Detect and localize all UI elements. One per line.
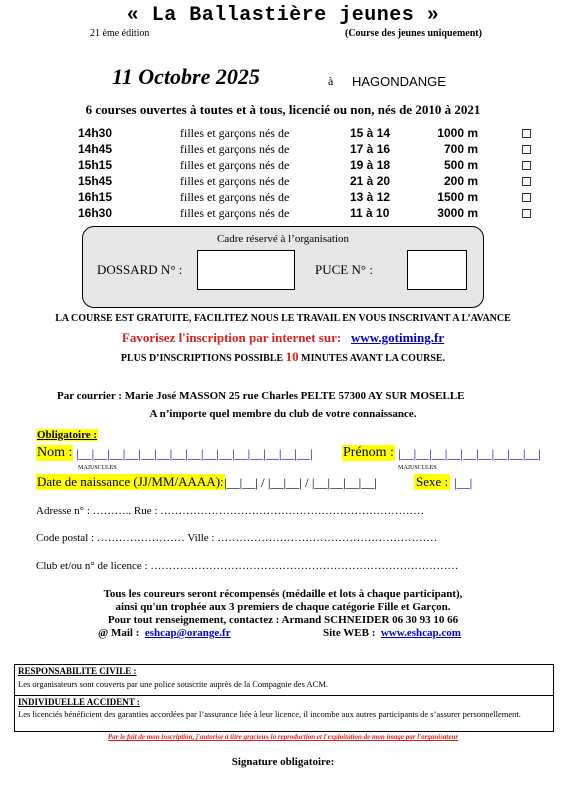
accident-text: Les licenciés bénéficient des garanties accordées par l’assurance liée à leur licence, il incombe aux autres participants de s’assurer personnellement. — [18, 709, 521, 719]
race-distance: 200 m — [443, 174, 478, 188]
image-rights-notice: Par le fait de mon inscription, j'autorise à titre gracieux la reproduction et l'exploitation de mon image par l'organisateur — [107, 733, 459, 741]
race-ages: 11 à 10 — [350, 206, 390, 220]
online-registration-text: Favorisez l'inscription par internet sur: — [121, 330, 342, 345]
insurance-box — [14, 664, 554, 732]
civil-liability-title: RESPONSABILITE CIVILE : — [18, 666, 137, 676]
race-time: 16h30 — [78, 206, 113, 220]
dossard-label: DOSSARD N° : — [97, 262, 183, 277]
signature-label: Signature obligatoire: — [231, 756, 335, 768]
races-subtitle: 6 courses ouvertes à toutes et à tous, licencié ou non, nés de 2010 à 2021 — [85, 102, 481, 117]
birthdate-input[interactable]: |__|__| / |__|__| / |__|__|__|__| — [224, 475, 377, 490]
event-place: HAGONDANGE — [352, 74, 446, 89]
club-member-notice: A n’importe quel membre du club de votre connaissance. — [149, 408, 417, 420]
email-link[interactable]: eshcap@orange.fr — [144, 627, 231, 639]
prenom-label: Prénom : — [343, 445, 394, 460]
race-time: 14h30 — [78, 126, 113, 140]
race-ages: 19 à 18 — [350, 158, 391, 172]
awards-line: ainsi qu'un trophée aux 3 premiers de chaque catégorie Fille et Garçon. — [115, 601, 451, 613]
majuscules-hint: MAJUSCULES — [78, 465, 117, 471]
race-checkbox[interactable] — [522, 145, 531, 154]
race-checkbox[interactable] — [522, 129, 531, 138]
race-time: 15h45 — [78, 174, 113, 188]
late-registration-minutes: 10 — [285, 349, 299, 364]
puce-field[interactable] — [407, 250, 467, 290]
jeunes-only-label: (Course des jeunes uniquement) — [345, 28, 482, 39]
at-label: à — [328, 74, 334, 88]
nom-input[interactable]: |__|__|__|__|__|__|__|__|__|__|__|__|__|__|__| — [76, 446, 313, 461]
divider — [15, 695, 553, 696]
race-distance: 1500 m — [437, 190, 478, 204]
race-checkbox[interactable] — [522, 161, 531, 170]
email-label: @ Mail : — [98, 627, 140, 639]
website-line — [323, 627, 461, 639]
gotiming-link[interactable]: www.gotiming.fr — [350, 330, 445, 345]
club-licence-field[interactable]: Club et/ou n° de licence : ………………………………………………………………………… — [36, 560, 459, 572]
address-field[interactable]: Adresse n° : ……….. Rue : ……………………………………………………………… — [36, 505, 425, 517]
prenom-input[interactable]: |__|__|__|__|__|__|__|__|__| — [398, 446, 542, 461]
edition-label: 21 ème édition — [90, 28, 150, 39]
mail-address: Par courrier : Marie José MASSON 25 rue Charles PELTE 57300 AY SUR MOSELLE — [57, 390, 465, 402]
race-desc: filles et garçons nés de — [180, 142, 290, 156]
race-time: 14h45 — [78, 142, 113, 156]
race-distance: 700 m — [443, 142, 478, 156]
race-checkbox[interactable] — [522, 193, 531, 202]
sexe-input[interactable]: |__| — [454, 475, 473, 490]
race-distance: 3000 m — [437, 206, 478, 220]
late-registration-after: MINUTES AVANT LA COURSE. — [301, 353, 446, 364]
event-date: 11 Octobre 2025 — [112, 64, 260, 89]
organisation-box — [82, 226, 484, 308]
race-time: 16h15 — [78, 190, 113, 204]
race-desc: filles et garçons nés de — [180, 174, 290, 188]
birthdate-label: Date de naissance (JJ/MM/AAAA): — [37, 474, 224, 489]
race-ages: 15 à 14 — [350, 126, 391, 140]
nom-label: Nom : — [37, 445, 73, 460]
puce-label: PUCE N° : — [315, 262, 373, 277]
race-ages: 21 à 20 — [350, 174, 391, 188]
awards-line: Tous les coureurs seront récompensés (médaille et lots à chaque participant), — [103, 588, 463, 600]
race-distance: 1000 m — [437, 126, 478, 140]
email-line — [98, 627, 231, 639]
race-desc: filles et garçons nés de — [180, 206, 290, 220]
website-label: Site WEB : — [323, 627, 376, 639]
postal-city-field[interactable]: Code postal : …………………… Ville : …………………………………………………… — [36, 532, 438, 544]
race-row — [0, 190, 566, 206]
free-race-notice: LA COURSE EST GRATUITE, FACILITEZ NOUS LE TRAVAIL EN VOUS INSCRIVANT A L’AVANCE — [55, 313, 511, 324]
page-title: « La Ballastière jeunes » — [126, 4, 440, 27]
website-link[interactable]: www.eshcap.com — [380, 627, 461, 639]
race-checkbox[interactable] — [522, 177, 531, 186]
required-label: Obligatoire : — [37, 429, 97, 441]
dossard-field[interactable] — [197, 250, 295, 290]
sexe-label: Sexe : — [416, 474, 449, 489]
organisation-box-label: Cadre réservé à l’organisation — [216, 233, 350, 245]
race-row — [0, 174, 566, 190]
race-row — [0, 206, 566, 222]
late-registration-before: PLUS D’INSCRIPTIONS POSSIBLE — [120, 353, 284, 364]
race-row — [0, 126, 566, 142]
accident-title: INDIVIDUELLE ACCIDENT : — [18, 697, 140, 707]
race-ages: 17 à 16 — [350, 142, 391, 156]
contact-line: Pour tout renseignement, contactez : Armand SCHNEIDER 06 30 93 10 66 — [107, 614, 459, 626]
race-desc: filles et garçons nés de — [180, 190, 290, 204]
online-registration-line — [0, 330, 566, 346]
race-row — [0, 158, 566, 174]
race-ages: 13 à 12 — [350, 190, 391, 204]
majuscules-hint: MAJUSCULES — [398, 465, 437, 471]
late-registration-notice — [0, 349, 566, 365]
race-distance: 500 m — [443, 158, 478, 172]
race-time: 15h15 — [78, 158, 113, 172]
civil-liability-text: Les organisateurs sont couverts par une police souscrite auprès de la Compagnie des ACM. — [18, 679, 329, 689]
race-row — [0, 142, 566, 158]
race-checkbox[interactable] — [522, 209, 531, 218]
race-desc: filles et garçons nés de — [180, 158, 290, 172]
race-desc: filles et garçons nés de — [180, 126, 290, 140]
